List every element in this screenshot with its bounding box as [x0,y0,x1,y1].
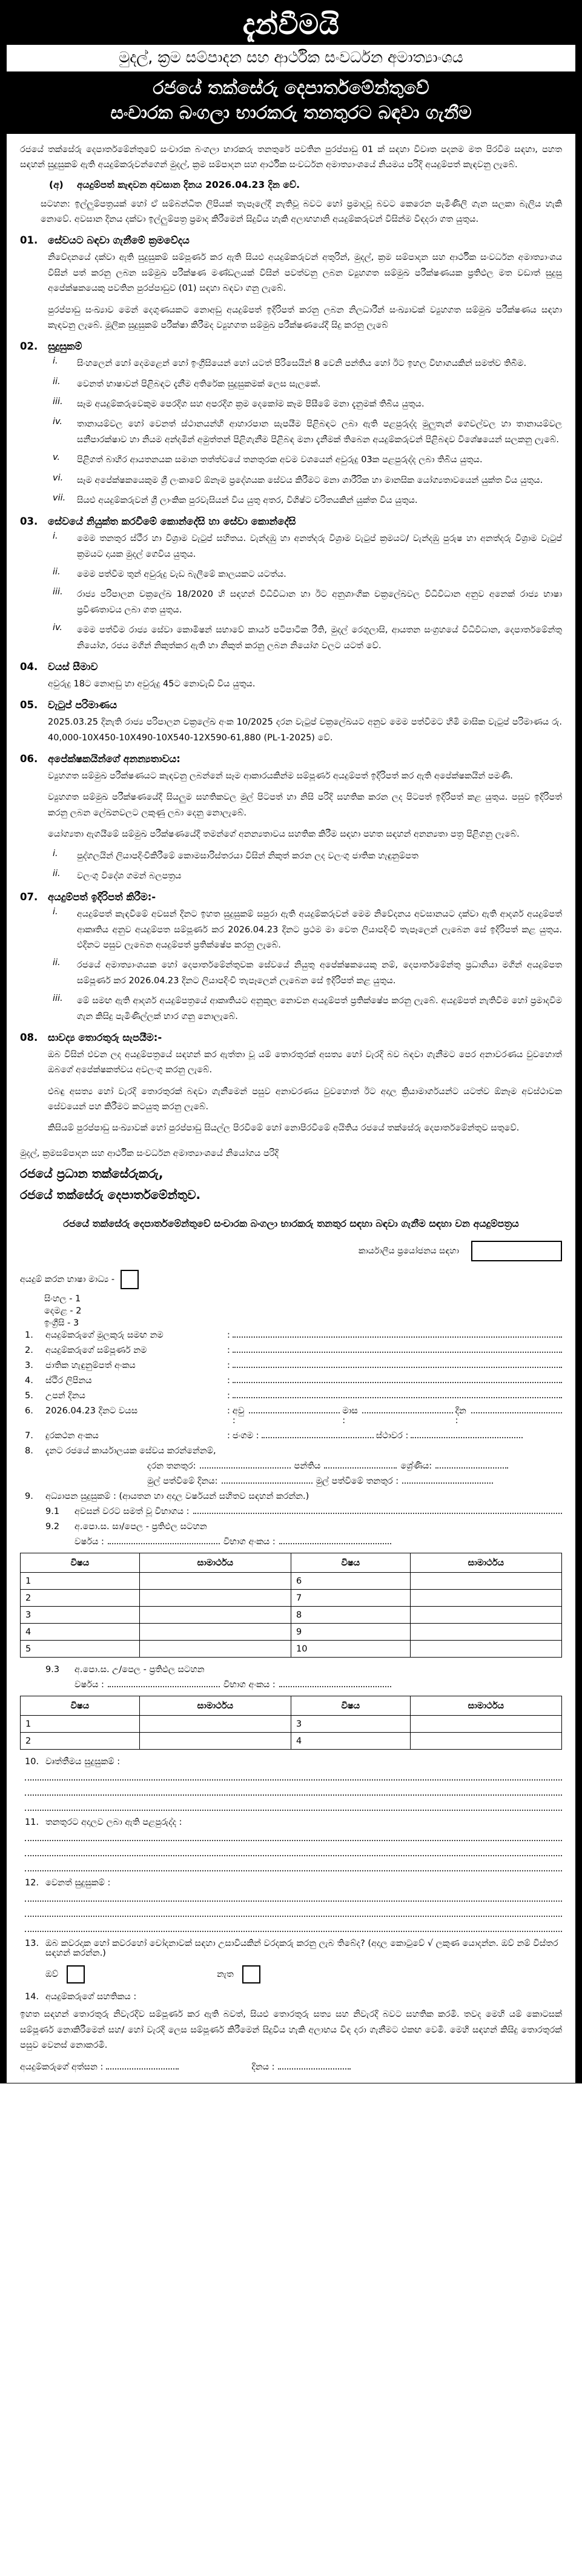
row-index[interactable]: 8 [291,1607,410,1624]
section-title: අයදුම්පත් ඉදිරිපත් කිරීම:- [48,891,156,903]
field-number: 9. [25,1492,33,1502]
grade-cell[interactable] [410,1641,561,1658]
grade-cell[interactable] [139,1716,291,1733]
field-label: අයදුම්කරුගේ සම්පූර්ණ නම [45,1346,147,1356]
list-text: මෙම තනතුර ස්ථීර හා විශ්‍රාම වැටුප් සහිතය. වැන්දඹු හා අනත්දරු විශ්‍රාම වැටුප් ක්‍රමයට/ වැන්දඹු පුරුෂ හා අනත්දරු විශ්‍රාම වැටුප් ක්‍රමයට දායක මුදල් ගෙවිය යුතුය. [77,534,562,559]
table-header-row [21,1696,562,1716]
list-text: සියළු අයදුම්කරුවන් ශ්‍රී ලාංකික පුරවැසියන් විය යුතු අතර, විශිෂ්ට චරිතයකින් යුක්ත විය යුතුය. [77,495,418,505]
age-days-label: දින : [455,1406,466,1426]
col-subject-right: විෂය [291,1553,410,1573]
list-item [48,623,562,654]
form-field-nic-number: 3. ජාතික හැඳුනුම්පත් අංකය : [20,1361,562,1370]
section-paragraph: ව්‍යුහගත සම්මුඛ පරීක්ෂණයට කැඳවනු ලබන්නේ සෑම ආකාරයකින්ම සම්පූර්ණ අයදුම්පත් ඉදිරිපත් කර ඇති අපේක්ෂකයින් පමණි. [48,771,513,782]
form-field-conviction-question [20,1939,562,1958]
table-row [21,1607,562,1624]
table-row [21,1641,562,1658]
section-heading-05 [20,699,562,711]
field-input-line[interactable] [233,1361,562,1368]
list-item [48,531,562,562]
list-item [48,397,562,412]
notice-word: දැන්වීමයි [242,8,340,41]
list-text: වෙනත් භාෂාවන් පිළිබඳට දැනීම අතිරේක සුදුසුකමක් ලෙස සැලකේ. [77,379,321,389]
section-number: 03. [20,516,38,528]
grade-input[interactable] [435,1461,508,1469]
field-label: වෘත්තීමය සුදුසුකම් : [45,1757,121,1767]
list-item [48,907,562,953]
form-field-full-name: 2. අයදුම්කරුගේ සම්පූර්ණ නම : [20,1346,562,1355]
list-marker: iii. [53,994,63,1004]
section-title: සේවයේ නියුක්ත කරවීමේ කොන්දේසි හා සේවා කොන්දේසි [48,516,296,528]
form-field-professional-quals [20,1757,562,1767]
age-years-input[interactable] [249,1406,340,1413]
sub-number: 9.3 [45,1665,60,1675]
field-number: 12. [25,1878,39,1888]
section-title: වැටුප් පරිමාණය [48,699,117,711]
section-body-06 [48,769,562,843]
form-field-name-initials: 1. අයදුම්කරුගේ මුලකුරු සමඟ නම : [20,1330,562,1340]
form-field-age: 6. 2026.04.23 දිනට වයස : අවු : මාස : දින : [20,1406,562,1426]
language-medium-row [20,1270,562,1289]
section-number: 07. [20,891,38,903]
field-label: ස්ථිර ලිපිනය [45,1376,92,1386]
signature-date-row [20,2062,562,2072]
first-appointment-date-label: මුල් පත්වීමේ දිනය: [147,1476,218,1487]
age-days-input[interactable] [471,1406,562,1413]
list-text: මේ සමඟ ඇති ආදර්ශ අයදුම්පත්‍රයේ ආකෘතියට අනුකූල නොවන අයදුම්පත් ප්‍රතික්ෂේප කරනු ලැබේ. අයදුම්පත් නැතිවීම හෝ ප්‍රමාදවීම ගැන කිසිදු පැමිණිල්ලක් භාර ගනු නොලැබේ. [77,996,562,1021]
form-field-other-quals [20,1878,562,1888]
section-list-07 [48,907,562,1024]
field-input-line[interactable] [25,1893,562,1902]
field-label: දැනට රජයේ කාර්යාලයක සේවය කරන්නේනම්, [45,1446,216,1456]
field-label: අධ්‍යාපන සුදුසුකම් : (ආයතන හා අදාල වර්ෂයන් සහිතව සඳහන් කරන්න.) [45,1492,309,1502]
section-heading-02 [20,340,562,353]
sub-number: 9.2 [45,1522,60,1532]
field-number: 2. [25,1346,33,1356]
al-year-input[interactable] [108,1680,220,1687]
field-input-line[interactable] [25,1908,562,1917]
al-subject-table [20,1696,562,1750]
section-title: සේවයට බඳවා ගැනීමේ ක්‍රමවේදය [48,234,190,247]
row-index[interactable]: 1 [21,1573,140,1590]
list-text: පුද්ගලයින් ලියාපදිංචිකිරීමේ කොමසාරිස්තරයා විසින් නිකුත් කරන ලද වලංගු ජාතික හැඳුනුම්පත [77,851,418,861]
post-title: සංචාරක බංගලා භාරකරු තනතුරට බඳවා ගැනීම [110,102,472,124]
field-label: ඔබ කවරදාක හෝ කවරහෝ චෝදනාවක් සඳහා උසාවියකින් වරදකරු කරනු ලැබ තිබේද? (අදාල කොටුවේ √ ලකුණ යොදන්න. ඔව් නම් විස්තර සඳහන් කරන්න.) [45,1939,558,1959]
field-input-line[interactable] [25,1772,562,1781]
row-index[interactable]: 6 [291,1573,410,1590]
list-text: සෑම අයදුම්කරුවෙකුම පෙරදිග සහ අපරදිග ක්‍රම දෙකෝම කෑම පිසීමේ මනා දැනුමක් තිබිය යුතුය. [77,399,425,410]
sub-label: අවසන් වරට සමත් වූ විභාගය : [74,1507,190,1517]
list-item [48,958,562,989]
form-field-date-of-birth: 5. උපන් දිනය : [20,1391,562,1401]
language-option-sinhala: සිංහල - 1 [44,1294,81,1304]
landline-input[interactable] [411,1431,523,1438]
section-number: 01. [20,234,38,247]
col-subject-left: විෂය [21,1553,140,1573]
field-number: 10. [25,1757,39,1767]
form-field-current-govt-service [20,1446,562,1456]
age-months-input[interactable] [362,1406,453,1413]
al-index-input[interactable] [279,1680,391,1687]
answer-no-label: නැත [217,1970,234,1980]
al-year-label: වර්ෂය : [74,1680,104,1690]
field-number: 5. [25,1391,33,1401]
section-list-03 [48,531,562,654]
list-item [48,849,562,864]
grade-cell[interactable] [139,1607,291,1624]
field-label: වෙනත් සුදුසුකම් : [45,1878,111,1888]
section-body-08 [48,1047,562,1137]
ministry-strip [6,44,576,72]
field-label: 2026.04.23 දිනට වයස [45,1406,138,1416]
section-title: අපේක්ෂකයින්ගේ අනන්‍යතාවය: [48,753,180,765]
grade-cell[interactable] [139,1624,291,1641]
table-row [21,1716,562,1733]
section-number: 04. [20,660,38,672]
ol-year-input[interactable] [108,1537,220,1544]
list-marker: ii. [53,868,61,878]
field-number: 14. [25,1992,39,2002]
section-heading-01 [20,234,562,247]
ol-year-label: වර්ෂය : [74,1537,104,1547]
list-marker: ii. [53,376,61,387]
row-index[interactable]: 2 [21,1590,140,1607]
list-text: පිළිගත් බාහිර ආයතනයක සමාන තත්ත්වයේ තනතුරක අවම වශයෙන් අවුරුදු 03ක පළපුරුද්ද ලබා තිබිය යුතුය. [77,455,483,465]
section-title: සාවද්‍ය තොරතුරු සැපයීම:- [48,1031,162,1043]
list-item [48,473,562,488]
form-field-education [20,1492,562,1501]
section-paragraph: එබඳු අසත්‍ය හෝ වැරදි තොරතුරක් බඳවා ගැනීමෙන් පසුව අනාවරණය වුවහොත් ඊට අදාල ක්‍රියාමාර්ගයන්ට යටත්ව ඕනෑම අවස්ථාවක සේවයෙන් පහ කිරීමට කටයුතු කරනු ලැබේ. [48,1086,562,1112]
grade-cell[interactable] [410,1607,561,1624]
grade-cell[interactable] [410,1624,561,1641]
field-number: 8. [25,1446,33,1456]
section-heading-08 [20,1032,562,1044]
row-index[interactable]: 7 [291,1590,410,1607]
grade-cell[interactable] [139,1573,291,1590]
form-field-applicant-certification [20,1992,562,2002]
list-text: අයදුම්පත් කැඳවීමේ අවසන් දිනට ඉහත සුදුසුකම් සපුරා ඇති අයදුම්කරුවන් මෙම නිවේදනය අවසානයට දක්වා ඇති ආදර්ශ අයදුම්පත් ආකෘතිය අනුව අයදුම්පත සම්පූර්ණ කර 2026.04.23 දිනට ප්‍රථම මා වෙත ලියාපදිංචි තැපෑලෙන් ලැබෙන සේ ඉදිරිපත් කළ යුතුය. එදිනට පසුව ලැබෙන අයදුම්පත් ප්‍රතික්ෂේප කරනු ලැබේ. [77,909,562,951]
notice-body [6,133,576,2083]
signatory-office: රජයේ තක්සේරු දෙපාර්තමේන්තුව. [20,1187,201,1203]
field-number: 4. [25,1376,33,1386]
deadline-marker: (අ) [49,179,64,190]
age-years-label: අවු : [232,1406,245,1426]
field-label: අයදුම්කරුගේ මුලකුරු සමඟ නම [45,1330,164,1341]
al-year-index-row [45,1680,562,1690]
list-item [48,587,562,618]
table-row [21,1573,562,1590]
application-date-label: දිනය : [251,2062,275,2072]
sub-number: 9.1 [45,1507,60,1517]
list-marker: i. [53,531,58,542]
grade-cell[interactable] [410,1590,561,1607]
list-marker: iii. [53,587,63,597]
section-number: 02. [20,340,38,353]
list-marker: i. [53,907,58,917]
section-heading-07 [20,891,562,903]
col-grade-left: සාමාර්ථය [139,1553,291,1573]
list-marker: v. [53,453,61,463]
list-marker: iv. [53,623,63,633]
intro-paragraph: රජයේ තක්සේරු දෙපාර්තමේන්තුවේ සංචාරක බංගලා භාරකරු තනතුරේ පවතින පුරප්පාඩු 01 ක් සඳහා විවෘත පදනම මත පිරවීම සඳහා, පහත සඳහන් සුදුසුකම් ඇති අයදුම්කරුවන්ගෙන් මුදල්, ක්‍රම සම්පාදන සහ ආර්ථික සංවර්ධන අමාත්‍යාංශයේ නියමය පරිදි අයදුම්පත් කැඳවනු ලැබේ. [20,144,562,170]
last-exam-input[interactable] [193,1507,562,1514]
first-appointment-post-label: මුල් පත්වීමේ තනතුර : [316,1476,399,1487]
field-input-line[interactable] [25,1848,562,1856]
signatory-title: රජයේ ප්‍රධාන තක්සේරුකරු, [20,1166,164,1181]
field-input-line[interactable] [25,1802,562,1811]
deadline-text: අයදුම්පත් කැඳවන අවසාන දිනය 2026.04.23 දින වේ. [77,179,300,190]
form-field-relevant-experience [20,1817,562,1827]
section-heading-06 [20,753,562,765]
ol-subject-table [20,1553,562,1658]
list-marker: ii. [53,567,61,577]
form-field-last-exam-passed [45,1507,562,1516]
field-number: 6. [25,1406,33,1416]
list-item [48,869,562,884]
class-label: පන්තිය [294,1461,321,1472]
list-marker: i. [53,848,58,858]
answer-yes-checkbox[interactable] [67,1965,85,1983]
section-body-01 [48,250,562,333]
section-paragraph: අවුරුදු 18ට නොඅඩු හා අවුරුදු 45ට නොවැඩි විය යුතුය. [48,679,256,689]
mobile-label: ජංගම : [232,1431,259,1441]
table-header-row [21,1553,562,1573]
notice-header [0,0,582,133]
office-use-row [20,1241,562,1261]
salary-scale-text: 2025.03.25 දිනැති රාජ්‍ය පරිපාලන චක්‍රලේඛ අංක 10/2025 දරන වැටුප් චක්‍රලේඛයට අනුව මෙම පත්වීමට හිමි මාසික වැටුප් පරිමාණය රු. 40,000-10X450-10X490-10X540-12X590-61,880 (PL-1-2025) වේ. [48,717,562,743]
field-input-line[interactable] [25,1787,562,1796]
list-text: මෙම පත්වීම තුන් අවුරුදු වැඩ බැලීමේ කාලයකට යටත්ය. [77,569,286,580]
list-item [48,994,562,1024]
certification-text: ඉහත සඳහන් තොරතුරු නිවැරදිව සම්පූර්ණ කර ඇති බවත්, සියළු තොරතුරු සත්‍ය සහ නිවැරදි බවට සහතික කරමි. තවද මෙහි යම් කොටසක් සම්පූර්ණ නොකිරීමෙන් සහ/ හෝ වැරදි ලෙස සම්පූර්ණ කිරීමෙන් සිදුවිය හැකි අලාභය විඳ දරා ගැනීමට එකඟ වෙමි. මෙහි සඳහන් කිසිදු තොරතුරක් පසුව වෙනස් නොකරමි. [20,2010,562,2051]
list-marker: vi. [53,473,64,483]
form-field-permanent-address: 4. ස්ථිර ලිපිනය : [20,1376,562,1386]
language-option-tamil: දෙමළ - 2 [44,1306,82,1316]
row-index[interactable]: 4 [291,1733,410,1750]
section-number: 06. [20,753,38,765]
col-grade-right: සාමාර්ථය [410,1553,561,1573]
list-item [48,377,562,392]
field-input-line[interactable] [25,1863,562,1871]
section-paragraph: පුරප්පාඩු සංඛ්‍යාව මෙන් දෙගුණයකට නොඅඩු අයදුම්පත් ඉදිරිපත් කරනු ලබන නිලධාරීන් සංඛ්‍යාවක් ව්‍යුහගත සම්මුඛ පරීක්ෂණය සඳහා කැඳවනු ලැබේ. මූලික සුදුසුකම් පරීක්ෂා කිරීමද ව්‍යුහගත සම්මුඛ පරීක්ෂණයේදී සිදු කරනු ලැබේ [48,305,562,330]
form-field-al-results [45,1665,562,1675]
section-body-05 [48,715,562,746]
table-row [21,1590,562,1607]
row-index[interactable]: 5 [21,1641,140,1658]
ministry-name: මුදල්, ක්‍රම සම්පාදන සහ ආර්ථික සංවර්ධන අමාත්‍යාංශය [119,48,463,66]
row-index[interactable]: 4 [21,1624,140,1641]
language-medium-box[interactable] [121,1270,139,1289]
field-label: දුරකථන අංකය [45,1431,99,1441]
section-paragraph: ව්‍යුහගත සම්මුඛ පරීක්ෂණයේදී සියලුම සහතිකවල මුල් පිටපත් හා නිසි පරිදි සහතික කරන ලද පිටපත් ඉදිරිපත් කළ යුතුය. පසුව ඉදිරිපත් කරනු ලබන ලේඛනවලට ලකුණු ලබා දෙනු නොලැබේ. [48,792,562,818]
language-option-english: ඉංග්‍රීසි - 3 [44,1318,79,1329]
current-post-row [20,1461,562,1471]
form-field-telephone: 7. දුරකථන අංකය : ජංගම : ස්ථාවර : [20,1431,562,1441]
field-number: 11. [25,1817,39,1828]
section-heading-03 [20,516,562,528]
field-number: 7. [25,1431,33,1441]
field-number: 1. [25,1330,33,1341]
department-name: රජයේ තක්සේරු දෙපාර්තමේන්තුවේ [153,77,429,99]
grade-cell[interactable] [410,1573,561,1590]
list-item [48,356,562,371]
section-list-02 [48,356,562,508]
col-grade-left: සාමාර්ථය [139,1696,291,1716]
post-held-input[interactable] [200,1461,291,1469]
field-input-line[interactable] [233,1330,562,1338]
list-text: තානායම්වල හෝ වෙනත් ස්ථානයන්හි ආහාරපාන සැපයීම පිළිබඳට ලබා ඇති පළපුරුද්ද මුලුතැන් ගෙවල්වල හා තානායම්වල සනීපාරක්ෂාව හා නියම අන්දමින් අමුත්තන් පිළිගැනීම පිළිබඳ මනා දැනීමක් තිබෙන අයදුම්කරුවන් පිළිබඳව විශේෂයෙන් සලකනු ලැබේ. [77,419,562,445]
answer-no-checkbox[interactable] [242,1965,260,1983]
field-input-line[interactable] [233,1391,562,1398]
age-months-label: මාස : [342,1406,358,1426]
signature-block [20,1146,562,1204]
col-subject-left: විෂය [21,1696,140,1716]
grade-cell[interactable] [410,1716,561,1733]
first-appointment-row [20,1476,562,1486]
list-marker: iv. [53,417,63,427]
landline-label: ස්ථාවර : [375,1431,409,1441]
list-text: වලංගු විදේශ ගමන් බලපත්‍රය [77,871,182,881]
grade-label: ශ්‍රේණිය: [400,1461,432,1472]
list-text: සිංහලෙන් හෝ දෙමළෙන් හෝ ඉංග්‍රීසියෙන් හෝ යටත් පිරිසෙයින් 8 වෙනි පන්තිය හෝ ඊට ඉහල විභාගයකින් සමත්ව තිබීම. [77,359,527,369]
list-item [48,567,562,582]
field-input-line[interactable] [233,1346,562,1353]
section-title: වයස් සීමාව [48,660,98,672]
table-row [21,1733,562,1750]
section-title: සුදුසුකම් [48,340,82,353]
ol-index-label: විභාග අංකය : [223,1537,276,1547]
list-text: මෙම පත්වීම රාජ්‍ය සේවා කොමිෂන් සභාවේ කාර්ය පටිපාටික රීති, මුදල් රෙගුලාසි, ආයතන සංග්‍රහයේ විධිවිධාන, දෙපාර්තමේන්තු නියෝග, රජය මගින් නිකුත්කර ඇති හා නිකුත් කරනු ලබන නියෝග වලට යටත් වේ. [77,625,562,651]
deadline-row [49,179,562,191]
language-medium-label: අයදුම් කරන භාෂා මාධ්‍ය - [20,1275,115,1285]
office-use-label: කාර්යාලීය ප්‍රයෝජනය සඳහා [358,1246,459,1256]
col-grade-right: සාමාර්ථය [410,1696,561,1716]
row-index[interactable]: 2 [21,1733,140,1750]
form-field-ol-results [45,1522,562,1532]
field-number: 3. [25,1361,33,1371]
grade-cell[interactable] [139,1641,291,1658]
section-paragraph: නිවේදනයේ දක්වා ඇති සුදුසුකම් සම්පූර්ණ කර ඇති සියළු අයදුම්කරුවන් අතුරින්, මුදල්, ක්‍රම සම්පාදන සහ ආර්ථික සංවර්ධන අමාත්‍යාංශය විසින් පත් කරනු ලබන සම්මුඛ පරීක්ෂණ මණ්ඩලයක් විසින් පවත්වනු ලබන ව්‍යුහගත සම්මුඛ පරීක්ෂණයක ප්‍රතිඵල මත වඩාත් සුදුසු අපේක්ෂකයෙකු පවතින පුරප්පාඩුව (01) සඳහා බඳවා ගනු ලැබේ. [48,253,562,294]
field-input-line[interactable] [25,1833,562,1841]
row-index[interactable]: 3 [291,1716,410,1733]
field-input-line[interactable] [25,1924,562,1932]
table-row [21,1624,562,1641]
grade-cell[interactable] [410,1733,561,1750]
field-label: අයදුම්කරුගේ සහතිකය : [45,1992,137,2002]
list-marker: i. [53,356,58,367]
field-label: උපන් දිනය [45,1391,85,1401]
office-use-box[interactable] [471,1241,562,1261]
row-index[interactable]: 9 [291,1624,410,1641]
field-number: 13. [25,1939,39,1949]
al-index-label: විභාග අංකය : [223,1680,276,1690]
sub-label: අ.පො.ස. උ/පෙල - ප්‍රතිඵල සටහන [74,1665,205,1675]
grade-cell[interactable] [139,1590,291,1607]
list-item [48,417,562,448]
row-index[interactable]: 1 [21,1716,140,1733]
list-item [48,453,562,468]
field-label: තනතුරට අදාලව ලබා ඇති පළපුරුද්ද : [45,1817,182,1828]
section-paragraph: ඔබ විසින් එවන ලද අයදුම්පත්‍රයේ සඳහන් කර ඇත්තා වූ යම් තොරතුරක් අසත්‍ය හෝ වැරදි බව බඳවා ගැනීමට පෙර අනාවරණය වුවහොත් ඔබගේ අපේක්ෂකත්වය අවලංගු කරනු ලැබේ. [48,1049,562,1075]
list-text: රාජ්‍ය පරිපාලන චක්‍රලේඛ 18/2020 හි සඳහන් විධිවිධාන හා ඊට අනුශාංගික චක්‍රලේඛවල විධිවිධාන අනුව අනෙක් රාජ්‍ය භාෂා ප්‍රවීණතාවය ලබා ගත යුතුය. [77,589,562,615]
application-form-title: රජයේ තක්සේරු දෙපාර්තමේන්තුවේ සංචාරක බංගලා භාරකරු තනතුර සඳහා බඳවා ගැනීම සඳහා වන අයදුම්පත්‍රය [63,1218,519,1230]
list-text: රජයේ අමාත්‍යාංශයක හෝ දෙපාර්තමේන්තුවක සේවයේ නියුතු අපේක්ෂකයෙකු නම්, දෙපාර්තමේන්තු ප්‍රධානියා මගින් අයදුම්පත සම්පූර්ණ කර 2026.04.23 දිනට ලියාපදිංචි තැපෑලෙන් ලැබෙන සේ ඉදිරිපත් කළ යුතුය. [77,960,562,986]
grade-cell[interactable] [139,1733,291,1750]
section-number: 05. [20,699,38,711]
list-marker: ii. [53,958,61,968]
section-body-04 [48,677,562,692]
ol-index-input[interactable] [279,1537,391,1544]
application-date-input[interactable] [278,2062,351,2070]
field-label: ජාතික හැඳුනුම්පත් අංකය [45,1361,136,1371]
by-order-line: මුදල්, ක්‍රමසම්පාදන සහ ආර්ථික සංවර්ධන අමාත්‍යාංශයේ නියෝගය පරිදි [20,1148,279,1158]
list-marker: vii. [53,493,66,503]
deadline-note: සටහන: ඉල්ලුම්පත්‍රයක් හෝ ඒ සම්බන්ධිත ලිපියක් තැපෑලේදී නැතිවූ බවට හෝ ප්‍රමාදවූ බවට කෙරෙන පැමිණිලි ගැන සලකා බැලිය හැකි නොවේ. අවසාන දිනය දක්වා ඉල්ලුම්පත්‍ර ප්‍රමාද කිරීමෙන් සිදුවිය හැකි අලාභහානි අයදුම්කරුවන් විසින්ම විඳදරා ගත යුතුය. [41,199,562,225]
section-paragraph: යෝග්‍යතා ඇගයීමේ සම්මුඛ පරීක්ෂණයේදී තමන්ගේ අනන්‍යතාවය සහතික කිරීම සඳහා පහත සඳහන් අනන්‍යතා පත්‍ර පිළිගනු ලැබේ. [48,829,520,840]
ol-year-index-row [45,1537,562,1547]
class-input[interactable] [324,1461,397,1469]
first-appointment-post-input[interactable] [402,1476,493,1484]
list-marker: iii. [53,397,63,407]
section-paragraph: කිසියම් පුරප්පාඩු සංඛ්‍යාවක් හෝ පුරප්පාඩු සියල්ල පිරවීමේ හෝ නොපිරවීමේ අයිතිය රජයේ තක්සේරු දෙපාර්තමේන්තුව සතුවේ. [48,1123,520,1134]
row-index[interactable]: 3 [21,1607,140,1624]
applicant-signature-label: අයදුම්කරුගේ අත්සන : [20,2062,104,2072]
sub-label: අ.පො.ස. සා/පෙල - ප්‍රතිඵල සටහන [74,1522,207,1532]
row-index[interactable]: 10 [291,1641,410,1658]
answer-yes-label: ඔව් [45,1970,59,1980]
col-subject-right: විෂය [291,1696,410,1716]
field-input-line[interactable] [233,1376,562,1383]
section-heading-04 [20,661,562,673]
applicant-signature-input[interactable] [106,2062,179,2070]
first-appointment-date-input[interactable] [222,1476,312,1484]
mobile-input[interactable] [262,1431,374,1438]
conviction-answer-row [45,1965,562,1983]
post-held-label: දරන තනතුර: [147,1461,196,1472]
section-number: 08. [20,1031,38,1043]
list-item [48,493,562,508]
section-list-06 [48,849,562,885]
list-text: සෑම අපේක්ෂකයෙකුම ශ්‍රී ලංකාවේ ඕනෑම ප්‍රදේශයක සේවය කිරීමට මනා ශාරීරික හා මානසික යෝග්‍යතාවයෙන් යුක්ත විය යුතුය. [77,475,543,485]
